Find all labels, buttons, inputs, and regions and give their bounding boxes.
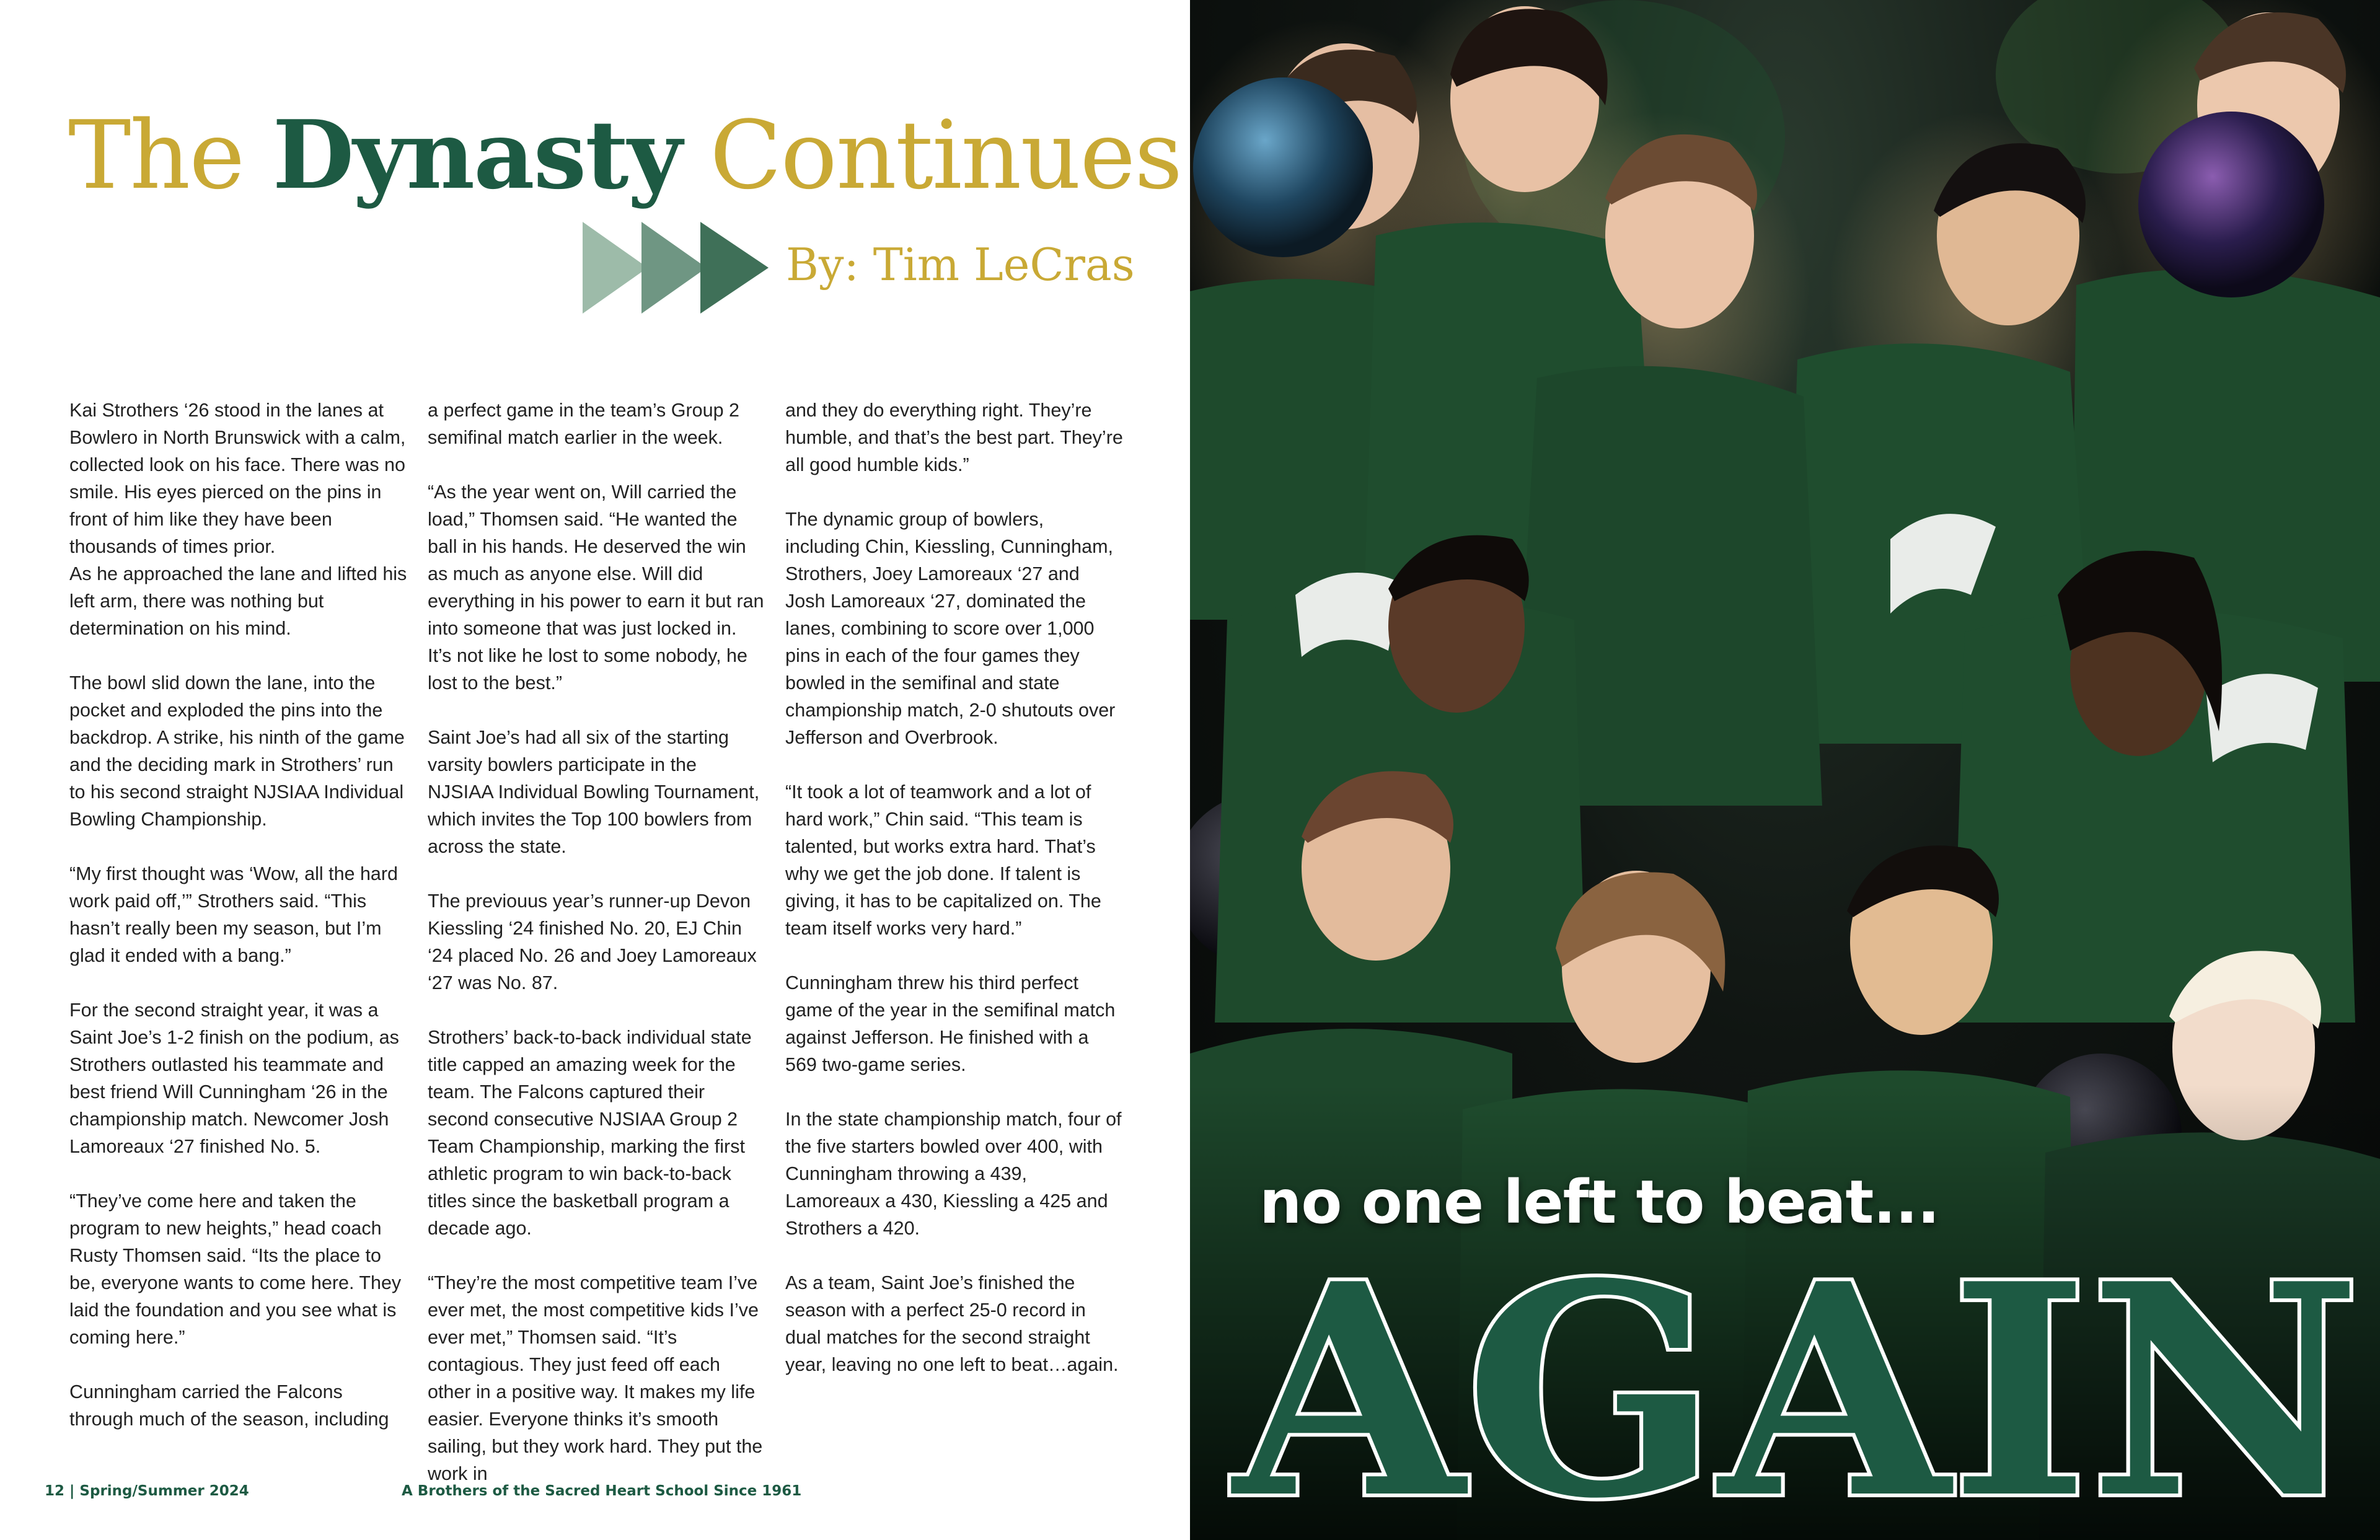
- paragraph: “As the year went on, Will carried the load,” Thomsen said. “He wanted the ball in his hands. He deserved the win as much as anyone else. Will did everything in his power to earn it but ran into someone that was just locked in. It’s not like he lost to some nobody, he lost to the best.”: [428, 482, 764, 693]
- photo-headline-small: no one left to beat...: [1259, 1168, 1939, 1237]
- paragraph: The dynamic group of bowlers, including Chin, Kiessling, Cunningham, Strothers, Joey Lamoreaux ‘27 and Josh Lamoreaux ‘27, dominated the lanes, combining to score over 1,000 pins in each of the four games they bowled in the semifinal and state championship match, 2-0 shutouts over Jefferson and Overbrook.: [785, 509, 1116, 748]
- text-column-2: [428, 397, 765, 1515]
- sentence: As he approached the lane and lifted his left arm, there was nothing but determination on his mind.: [69, 563, 407, 639]
- paragraph: Cunningham threw his third perfect game of the year in the semifinal match against Jefferson. He finished with a 569 two-game series.: [785, 972, 1116, 1075]
- paragraph: “They’ve come here and taken the program to new heights,” head coach Rusty Thomsen said. “Its the place to be, everyone wants to come here. They laid the foundation and you see what is coming here.”: [69, 1190, 402, 1348]
- triple-arrow-icon: [583, 222, 775, 314]
- sentence: Kai Strothers ‘26 stood in the lanes at Bowlero in North Brunswick with a calm, collected look on his face. There was no smile. His eyes pierced on the pins in front of him like they have been thousands of times prior.: [69, 400, 406, 557]
- right-page-photo: [1190, 0, 2380, 1540]
- arrow-1: [583, 222, 648, 314]
- paragraph: Cunningham carried the Falcons through much of the season, including: [69, 1381, 389, 1430]
- title-part-dynasty: Dynasty: [272, 99, 681, 210]
- page-number-issue: 12 | Spring/Summer 2024: [45, 1483, 249, 1499]
- paragraph: For the second straight year, it was a Saint Joe’s 1-2 finish on the podium, as Strothers outlasted his teammate and best friend Will Cunningham ‘26 in the championship match. Newcomer Josh Lamoreaux ‘27 finished No. 5.: [69, 1000, 399, 1157]
- paragraph: As a team, Saint Joe’s finished the season with a perfect 25-0 record in dual matches for the second straight year, leaving no one left to beat…again.: [785, 1272, 1119, 1375]
- title-part-continues: Continues: [681, 100, 1182, 210]
- photo-headline-big: [1215, 1233, 2380, 1518]
- article-title: [68, 99, 1182, 211]
- text-column-3: [785, 397, 1123, 1406]
- paragraph: “My first thought was ‘Wow, all the hard work paid off,’” Strothers said. “This hasn’t really been my season, but I’m glad it ended with a bang.”: [69, 863, 399, 966]
- byline: By: Tim LeCras: [786, 239, 1135, 291]
- paragraph: a perfect game in the team’s Group 2 semifinal match earlier in the week.: [428, 400, 739, 448]
- title-part-the: The: [68, 100, 273, 210]
- paragraph: The previouus year’s runner-up Devon Kiessling ‘24 finished No. 20, EJ Chin ‘24 placed No. 26 and Joey Lamoreaux ‘27 was No. 87.: [428, 891, 757, 993]
- school-tagline: A Brothers of the Sacred Heart School Since 1961: [402, 1483, 802, 1499]
- arrow-2: [641, 222, 707, 314]
- text-column-1: [69, 397, 407, 1460]
- paragraph: “They’re the most competitive team I’ve ever met, the most competitive kids I’ve ever met,” Thomsen said. “It’s contagious. They just feed off each other in a positive way. It makes my life easier. Everyone thinks it’s smooth sailing, but they work hard. They put the work in: [428, 1272, 763, 1484]
- paragraph: In the state championship match, four of the five starters bowled over 400, with Cunningham throwing a 439, Lamoreaux a 430, Kiessling a 425 and Strothers a 420.: [785, 1109, 1122, 1239]
- paragraph: Strothers’ back-to-back individual state title capped an amazing week for the team. The Falcons captured their second consecutive NJSIAA Group 2 Team Championship, marking the first athletic program to win back-to-back titles since the basketball program a decade ago.: [428, 1027, 752, 1239]
- paragraph: [69, 397, 407, 642]
- paragraph: and they do everything right. They’re humble, and that’s the best part. They’re all good humble kids.”: [785, 400, 1123, 475]
- arrow-3: [700, 222, 769, 314]
- paragraph: “It took a lot of teamwork and a lot of hard work,” Chin said. “This team is talented, but works extra hard. That’s why we get the job done. If talent is giving, it has to be capitalized on. The team itself works very hard.”: [785, 781, 1101, 939]
- headline-again-text: AGAIN: [1228, 1233, 2361, 1518]
- paragraph: The bowl slid down the lane, into the pocket and exploded the pins into the backdrop. A strike, his ninth of the game and the deciding mark in Strothers’ run to his second straight NJSIAA Individual Bowling Championship.: [69, 672, 405, 830]
- paragraph: Saint Joe’s had all six of the starting varsity bowlers participate in the NJSIAA Individual Bowling Tournament, which invites the Top 100 bowlers from across the state.: [428, 727, 760, 857]
